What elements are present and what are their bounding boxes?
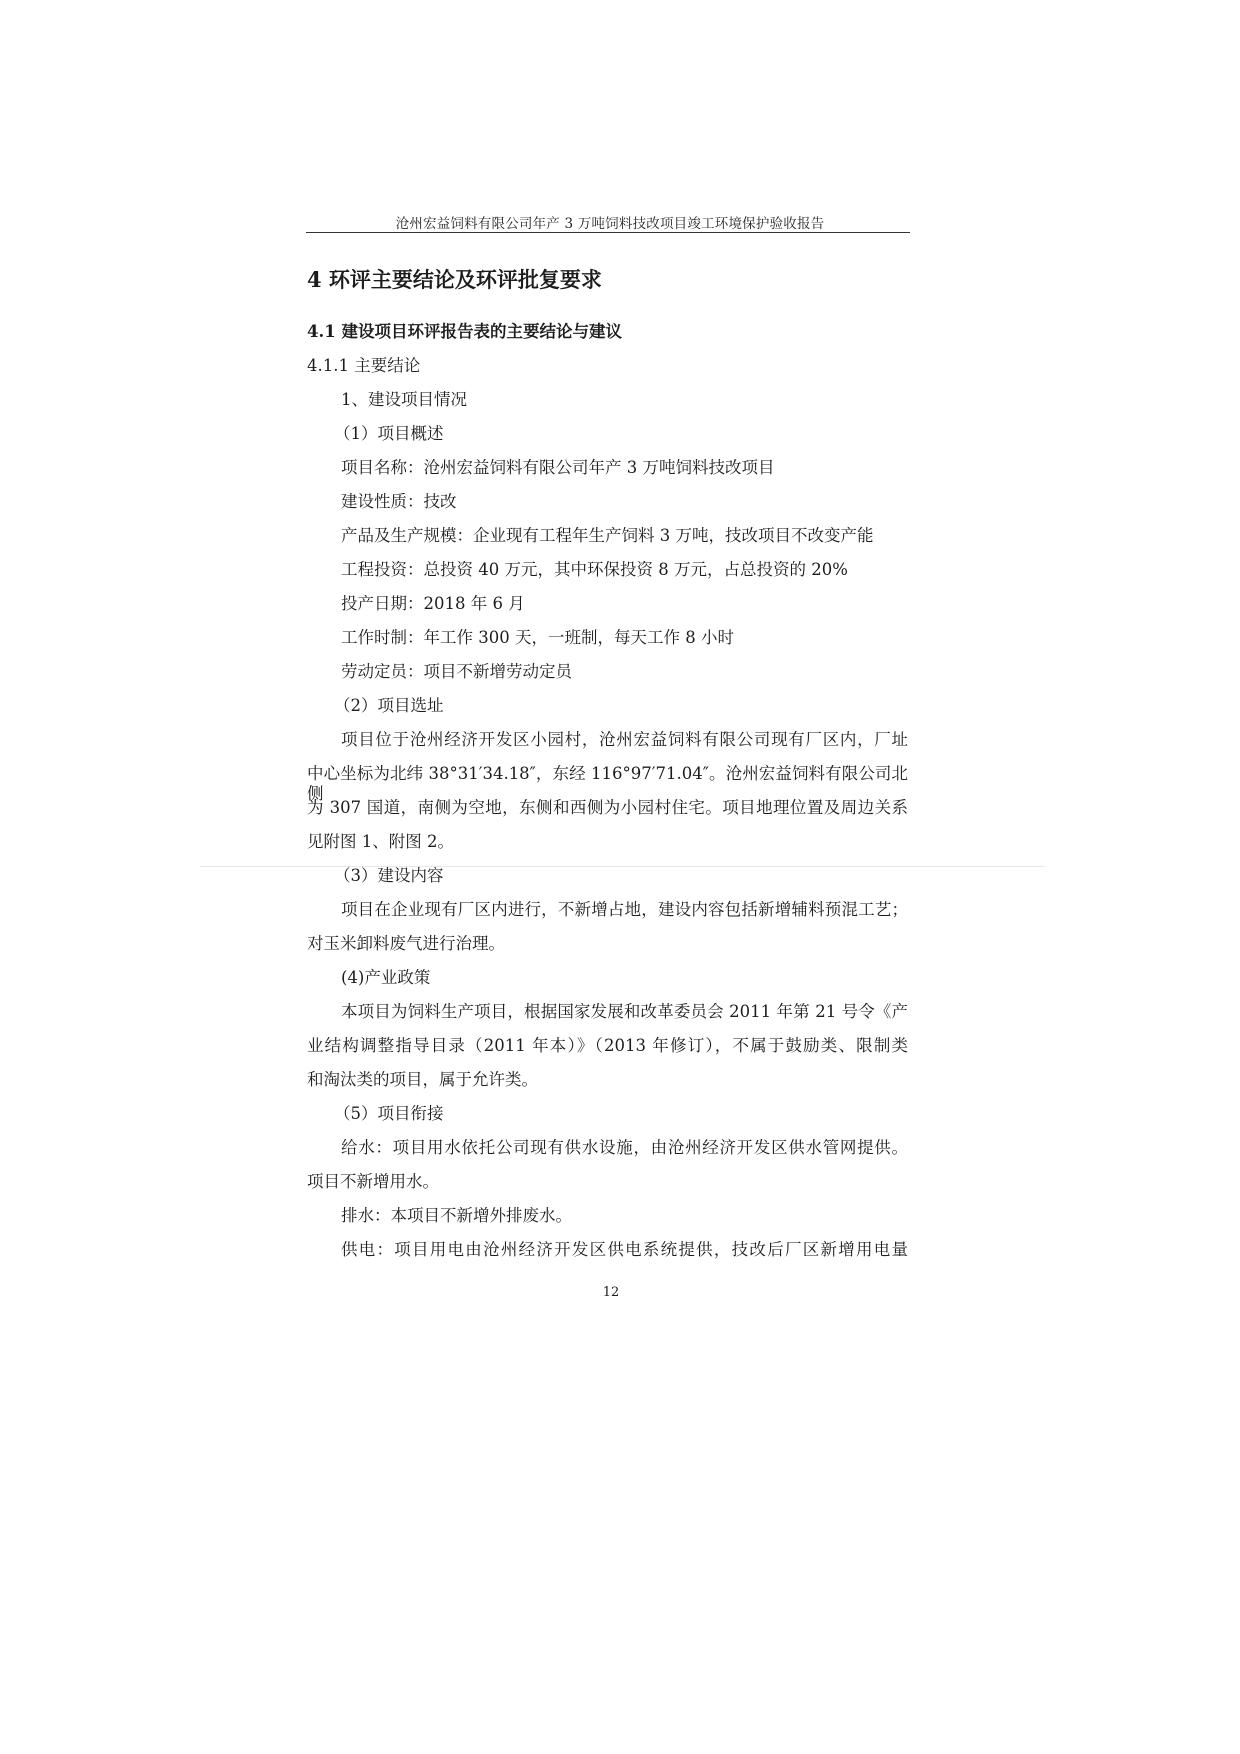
construction-nature-line: 建设性质：技改 xyxy=(341,492,457,511)
water-supply-line-2: 项目不新增用水。 xyxy=(307,1172,439,1191)
subsection-title: 4.1.1 主要结论 xyxy=(307,356,421,375)
sub-1-title: （1）项目概述 xyxy=(334,424,444,443)
sub-5-title: （5）项目衔接 xyxy=(334,1104,444,1123)
policy-paragraph-line-1: 本项目为饲料生产项目，根据国家发展和改革委员会 2011 年第 21 号令《产 xyxy=(341,1002,908,1021)
sub-3-title: （3）建设内容 xyxy=(334,866,444,885)
site-paragraph-line-1: 项目位于沧州经济开发区小园村，沧州宏益饲料有限公司现有厂区内，厂址 xyxy=(341,730,908,749)
content-paragraph-line-2: 对玉米卸料废气进行治理。 xyxy=(307,934,505,953)
drainage-line: 排水：本项目不新增外排废水。 xyxy=(341,1206,572,1225)
site-paragraph-line-3: 为 307 国道，南侧为空地，东侧和西侧为小园村住宅。项目地理位置及周边关系 xyxy=(307,798,908,817)
investment-line: 工程投资：总投资 40 万元，其中环保投资 8 万元，占总投资的 20% xyxy=(341,560,848,579)
header-rule xyxy=(306,232,910,233)
site-paragraph-line-2: 中心坐标为北纬 38°31′34.18″，东经 116°97′71.04″。沧州宏益饲料有限公司北侧 xyxy=(307,764,908,803)
sub-4-title: (4)产业政策 xyxy=(341,968,431,987)
work-schedule-line: 工作时制：年工作 300 天，一班制，每天工作 8 小时 xyxy=(341,628,734,647)
staffing-line: 劳动定员：项目不新增劳动定员 xyxy=(341,662,572,681)
project-name-line: 项目名称：沧州宏益饲料有限公司年产 3 万吨饲料技改项目 xyxy=(341,458,775,477)
running-header: 沧州宏益饲料有限公司年产 3 万吨饲料技改项目竣工环境保护验收报告 xyxy=(395,216,825,232)
policy-paragraph-line-2: 业结构调整指导目录（2011 年本）》（2013 年修订），不属于鼓励类、限制类 xyxy=(307,1036,908,1055)
water-supply-line-1: 给水：项目用水依托公司现有供水设施，由沧州经济开发区供水管网提供。 xyxy=(341,1138,908,1157)
start-date-line: 投产日期：2018 年 6 月 xyxy=(341,594,525,613)
item-1-title: 1、建设项目情况 xyxy=(341,390,467,409)
scan-artifact-line xyxy=(200,866,1045,867)
sub-2-title: （2）项目选址 xyxy=(334,696,444,715)
site-paragraph-line-4: 见附图 1、附图 2。 xyxy=(307,832,454,851)
content-paragraph-line-1: 项目在企业现有厂区内进行，不新增占地，建设内容包括新增辅料预混工艺； xyxy=(341,900,908,919)
policy-paragraph-line-3: 和淘汰类的项目，属于允许类。 xyxy=(307,1070,538,1089)
page-number: 12 xyxy=(602,1285,620,1300)
chapter-title: 4 环评主要结论及环评批复要求 xyxy=(307,267,602,292)
section-title: 4.1 建设项目环评报告表的主要结论与建议 xyxy=(307,322,622,341)
power-supply-line-1: 供电：项目用电由沧州经济开发区供电系统提供，技改后厂区新增用电量 xyxy=(341,1240,908,1259)
scale-line: 产品及生产规模：企业现有工程年生产饲料 3 万吨，技改项目不改变产能 xyxy=(341,526,874,545)
